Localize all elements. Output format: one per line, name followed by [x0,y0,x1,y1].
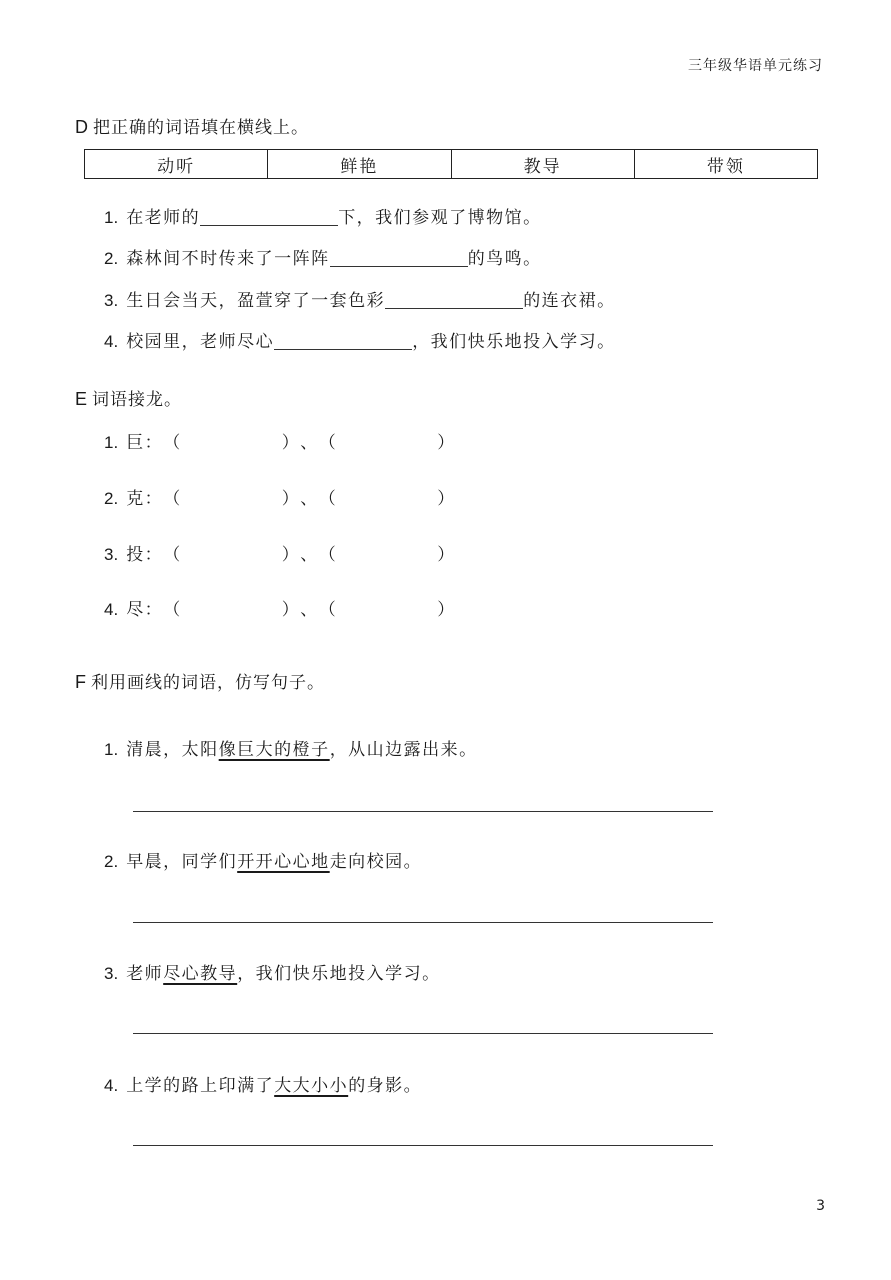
separator: 、 [300,433,319,453]
close-paren: ） [281,545,301,565]
underlined-phrase: 大大小小 [274,1076,349,1096]
underlined-phrase: 像巨大的橙子 [218,740,330,760]
word-bank-cell: 动听 [85,150,268,179]
answer-blank[interactable] [274,331,412,350]
question-text: 在老师的 [126,208,201,228]
section-d-instruction: 把正确的词语填在横线上。 [93,118,309,138]
fill-question-3 [104,286,616,311]
sentence-text: 清晨，太阳 [126,740,219,760]
sentence-text: 走向校园。 [329,852,423,872]
page-number: 3 [816,1198,825,1214]
question-number: 4. [104,600,119,619]
word-bank-cell: 教导 [451,150,634,179]
word-chain-item-4 [104,595,456,620]
question-text: ，我们快乐地投入学习。 [412,332,616,352]
open-paren: （ [318,489,338,509]
section-e-letter: E [75,389,89,409]
question-number: 2. [104,249,119,268]
close-paren: ） [281,600,301,620]
close-paren: ） [437,600,456,620]
question-number: 1. [104,208,119,227]
open-paren: （ [163,489,182,509]
section-f-title [75,668,325,693]
open-paren: （ [163,600,182,620]
sentence-text: 老师 [126,964,164,984]
chain-char: 尽： [126,600,164,620]
sentence-text: 早晨，同学们 [126,852,238,872]
model-sentence-1 [104,735,478,760]
question-text: 的鸟鸣。 [467,249,542,269]
question-number: 1. [104,433,119,452]
question-number: 4. [104,1076,119,1095]
sentence-text: 的身影。 [348,1076,423,1096]
worksheet-header: 三年级华语单元练习 [688,58,823,74]
separator: 、 [300,489,319,509]
answer-blank[interactable] [330,248,468,267]
question-number: 3. [104,291,119,310]
close-paren: ） [437,433,456,453]
question-text: 生日会当天，盈萱穿了一套色彩 [126,291,386,311]
separator: 、 [300,545,319,565]
model-sentence-2 [104,847,422,872]
open-paren: （ [318,545,338,565]
word-chain-item-3 [104,540,456,565]
open-paren: （ [163,433,182,453]
sentence-text: ，我们快乐地投入学习。 [237,964,441,984]
writing-line[interactable] [133,1033,713,1034]
close-paren: ） [437,489,456,509]
writing-line[interactable] [133,1145,713,1146]
question-number: 3. [104,964,119,983]
separator: 、 [300,600,319,620]
chain-char: 投： [126,545,164,565]
word-bank-table [84,149,818,179]
chain-char: 克： [126,489,164,509]
word-bank-cell: 鲜艳 [268,150,451,179]
close-paren: ） [437,545,456,565]
section-e-title [75,385,182,410]
word-chain-item-1 [104,428,456,453]
sentence-text: ，从山边露出来。 [329,740,478,760]
section-d-letter: D [75,117,89,137]
open-paren: （ [163,545,182,565]
question-text: 的连衣裙。 [523,291,616,311]
close-paren: ） [281,489,301,509]
answer-blank[interactable] [200,207,338,226]
question-text: 校园里，老师尽心 [126,332,275,352]
question-number: 4. [104,332,119,351]
writing-line[interactable] [133,922,713,923]
word-bank-cell: 带领 [634,150,817,179]
question-number: 3. [104,545,119,564]
fill-question-4 [104,327,616,352]
answer-blank[interactable] [385,290,523,309]
sentence-text: 上学的路上印满了 [126,1076,275,1096]
writing-line[interactable] [133,811,713,812]
model-sentence-4 [104,1071,422,1096]
underlined-phrase: 开开心心地 [237,852,330,872]
word-chain-item-2 [104,484,456,509]
question-text: 森林间不时传来了一阵阵 [126,249,330,269]
question-text: 下，我们参观了博物馆。 [338,208,542,228]
fill-question-2 [104,244,542,269]
question-number: 2. [104,852,119,871]
section-f-letter: F [75,672,87,692]
section-d-title [75,113,309,138]
close-paren: ） [281,433,301,453]
question-number: 1. [104,740,119,759]
model-sentence-3 [104,959,441,984]
question-number: 2. [104,489,119,508]
section-f-instruction: 利用画线的词语，仿写句子。 [91,673,325,693]
fill-question-1 [104,203,542,228]
underlined-phrase: 尽心教导 [163,964,238,984]
open-paren: （ [318,600,338,620]
open-paren: （ [318,433,338,453]
chain-char: 巨： [126,433,164,453]
section-e-instruction: 词语接龙。 [92,390,183,410]
